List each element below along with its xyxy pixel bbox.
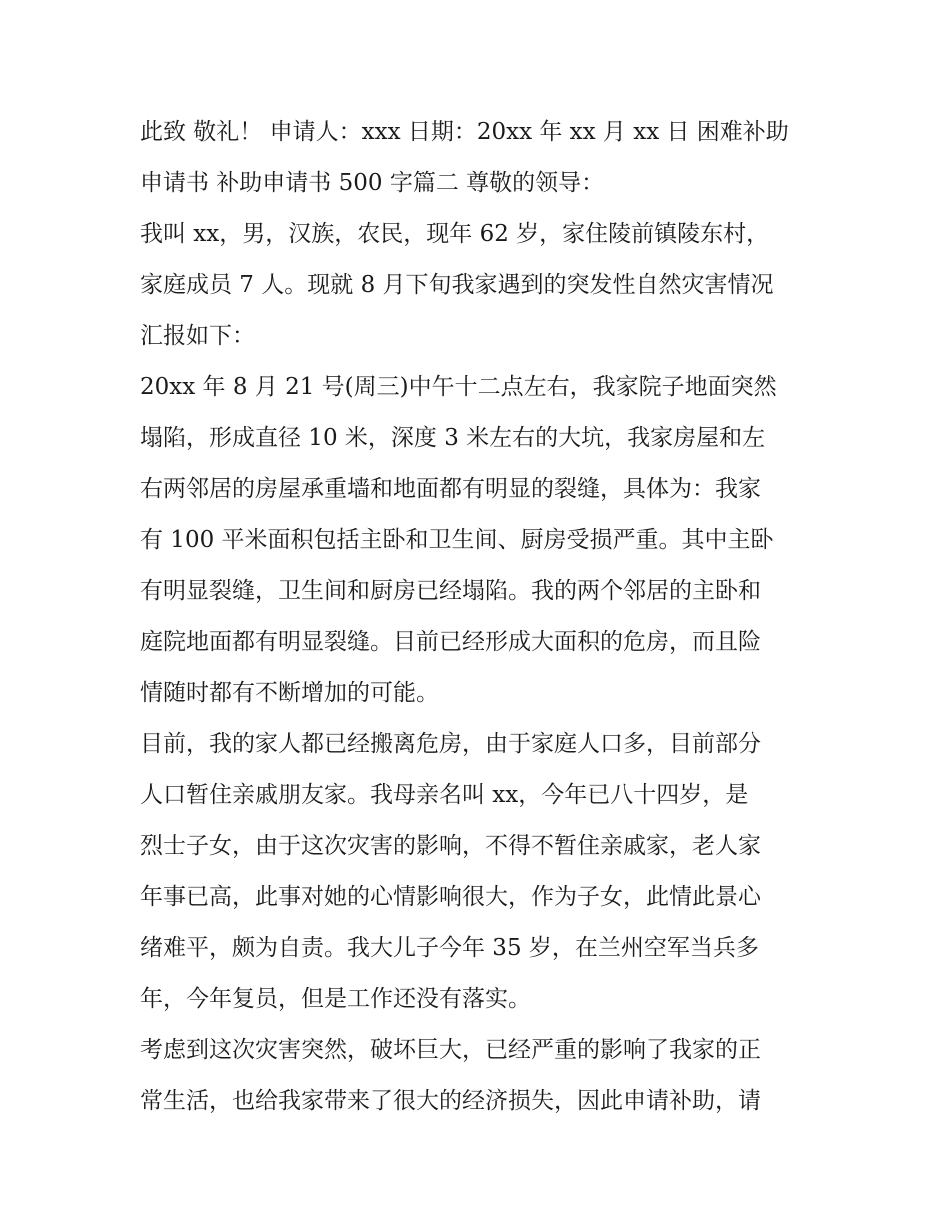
text-line: 我叫 xx，男，汉族，农民，现年 62 岁，家住陵前镇陵东村， [140,221,770,247]
text-line: 申请书 补助申请书 500 字篇二 尊敬的领导： [140,170,605,196]
text-line: 庭院地面都有明显裂缝。目前已经形成大面积的危房，而且险 [140,629,761,655]
text-line: 20xx 年 8 月 21 号(周三)中午十二点左右，我家院子地面突然 [140,374,777,400]
text-line: 家庭成员 7 人。现就 8 月下旬我家遇到的突发性自然灾害情况 [140,272,774,298]
text-line: 情随时都有不断增加的可能。 [140,680,439,706]
text-line: 此致 敬礼！ 申请人：xxx 日期：20xx 年 xx 月 xx 日 困难补助 [140,119,789,145]
text-line: 烈士子女，由于这次灾害的影响，不得不暂住亲戚家，老人家 [140,833,761,859]
text-line: 汇报如下： [140,323,255,349]
text-line: 塌陷，形成直径 10 米，深度 3 米左右的大坑，我家房屋和左 [140,425,766,451]
document-body [140,107,820,1127]
text-line: 年事已高，此事对她的心情影响很大，作为子女，此情此景心 [140,884,761,910]
text-line: 年，今年复员，但是工作还没有落实。 [140,986,531,1012]
text-line: 右两邻居的房屋承重墙和地面都有明显的裂缝，具体为：我家 [140,476,761,502]
text-line: 目前，我的家人都已经搬离危房，由于家庭人口多，目前部分 [140,731,761,757]
text-line: 有 100 平米面积包括主卧和卫生间、厨房受损严重。其中主卧 [140,527,774,553]
text-line: 常生活，也给我家带来了很大的经济损失，因此申请补助，请 [140,1088,761,1114]
text-line: 考虑到这次灾害突然，破坏巨大，已经严重的影响了我家的正 [140,1037,761,1063]
text-line: 绪难平，颇为自责。我大儿子今年 35 岁，在兰州空军当兵多 [140,935,759,961]
text-line: 人口暂住亲戚朋友家。我母亲名叫 xx，今年已八十四岁，是 [140,782,749,808]
text-line: 有明显裂缝，卫生间和厨房已经塌陷。我的两个邻居的主卧和 [140,578,761,604]
